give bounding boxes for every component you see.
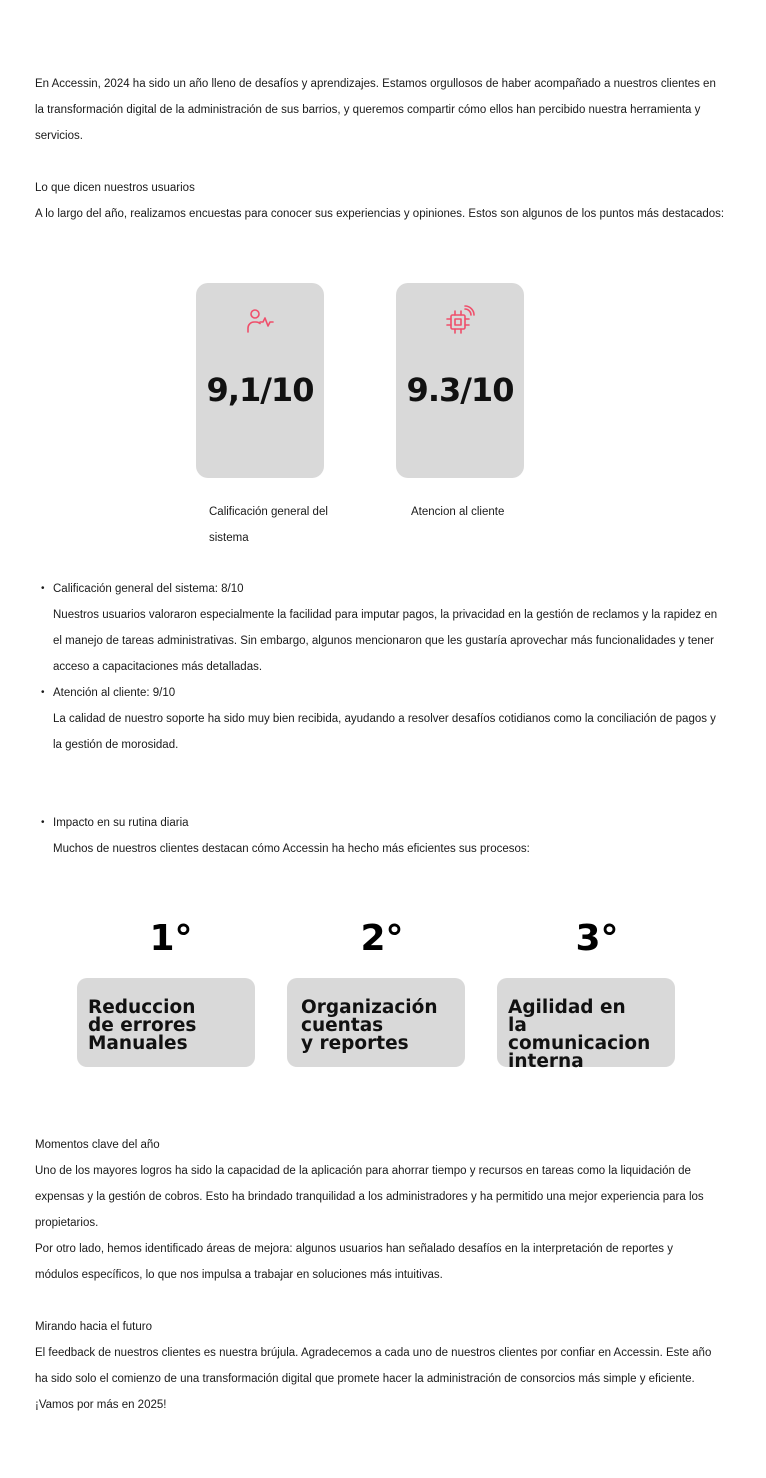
impact-card-2 (287, 978, 465, 1067)
impact-card-3 (497, 978, 675, 1072)
moments-text-1: Uno de los mayores logros ha sido la capacidad de la aplicación para ahorrar tiempo y recursos en tareas como la liquidación de expensas y la gestión de cobros. Esto ha brindado tranquilidad a los administradores y ha permitido una mejor experiencia para los propietarios. (35, 1165, 704, 1229)
impact-line: de errores (88, 1015, 197, 1036)
bullet-general-title: • Calificación general del sistema: 8/10 (53, 576, 244, 602)
impact-line: interna (508, 1051, 584, 1072)
bullet-impact-title: • Impacto en su rutina diaria (53, 810, 189, 836)
impact-line: Manuales (88, 1033, 188, 1054)
rank-2: 2° (360, 918, 404, 959)
bullet-impact-text: Muchos de nuestros clientes destacan cómo Accessin ha hecho más eficientes sus procesos: (53, 843, 530, 855)
impact-line: la comunicacion (508, 1015, 651, 1054)
rating-caption-general: Calificación general del sistema (209, 506, 328, 544)
rank-1: 1° (149, 918, 193, 959)
impact-line: y reportes (301, 1033, 409, 1054)
impact-line: Agilidad en (508, 997, 626, 1018)
impact-line: Reduccion (88, 997, 196, 1018)
rating-card-support (396, 283, 524, 478)
bullet-support-title: • Atención al cliente: 9/10 (53, 680, 175, 706)
rating-caption-support: Atencion al cliente (411, 506, 505, 518)
user-activity-icon (244, 305, 276, 337)
bullet-support-text: La calidad de nuestro soporte ha sido muy bien recibida, ayudando a resolver desafíos cotidianos como la conciliación de pagos y la gestión de morosidad. (53, 713, 716, 751)
impact-line: Organización (301, 997, 438, 1018)
bullet-general-text: Nuestros usuarios valoraron especialmente la facilidad para imputar pagos, la privacidad en la gestión de reclamos y la rapidez en el manejo de tareas administrativas. Sin embargo, algunos mencionaron que les gustaría aprovechar más funcionalidades y tener acceso a capacitaciones más detalladas. (53, 609, 718, 673)
future-heading: Mirando hacia el futuro (35, 1321, 152, 1333)
impact-line: cuentas (301, 1015, 384, 1036)
rank-3: 3° (575, 918, 619, 959)
impact-card-1 (77, 978, 255, 1067)
rating-card-general (196, 283, 324, 478)
chip-signal-icon (444, 305, 476, 337)
moments-heading: Momentos clave del año (35, 1139, 160, 1151)
future-text: El feedback de nuestros clientes es nuestra brújula. Agradecemos a cada uno de nuestros clientes por confiar en Accessin. Este año ha sido solo el comienzo de una transformación digital que promete hacer la administración de consorcios más simple y eficiente. ¡Vamos por más en 2025! (35, 1347, 712, 1411)
rating-score: 9,1/10 (206, 371, 314, 409)
intro-paragraph: En Accessin, 2024 ha sido un año lleno de desafíos y aprendizajes. Estamos orgullosos de haber acompañado a nuestros clientes en la transformación digital de la administración de sus barrios, y queremos compartir cómo ellos han percibido nuestra herramienta y servicios. (35, 78, 716, 142)
users-description: A lo largo del año, realizamos encuestas para conocer sus experiencias y opiniones. Estos son algunos de los puntos más destacados: (35, 208, 725, 220)
users-heading: Lo que dicen nuestros usuarios (35, 182, 195, 194)
rating-score: 9.3/10 (406, 371, 514, 409)
moments-text-2: Por otro lado, hemos identificado áreas de mejora: algunos usuarios han señalado desafíos en la interpretación de reportes y módulos específicos, lo que nos impulsa a trabajar en soluciones más intuitivas. (35, 1243, 674, 1281)
